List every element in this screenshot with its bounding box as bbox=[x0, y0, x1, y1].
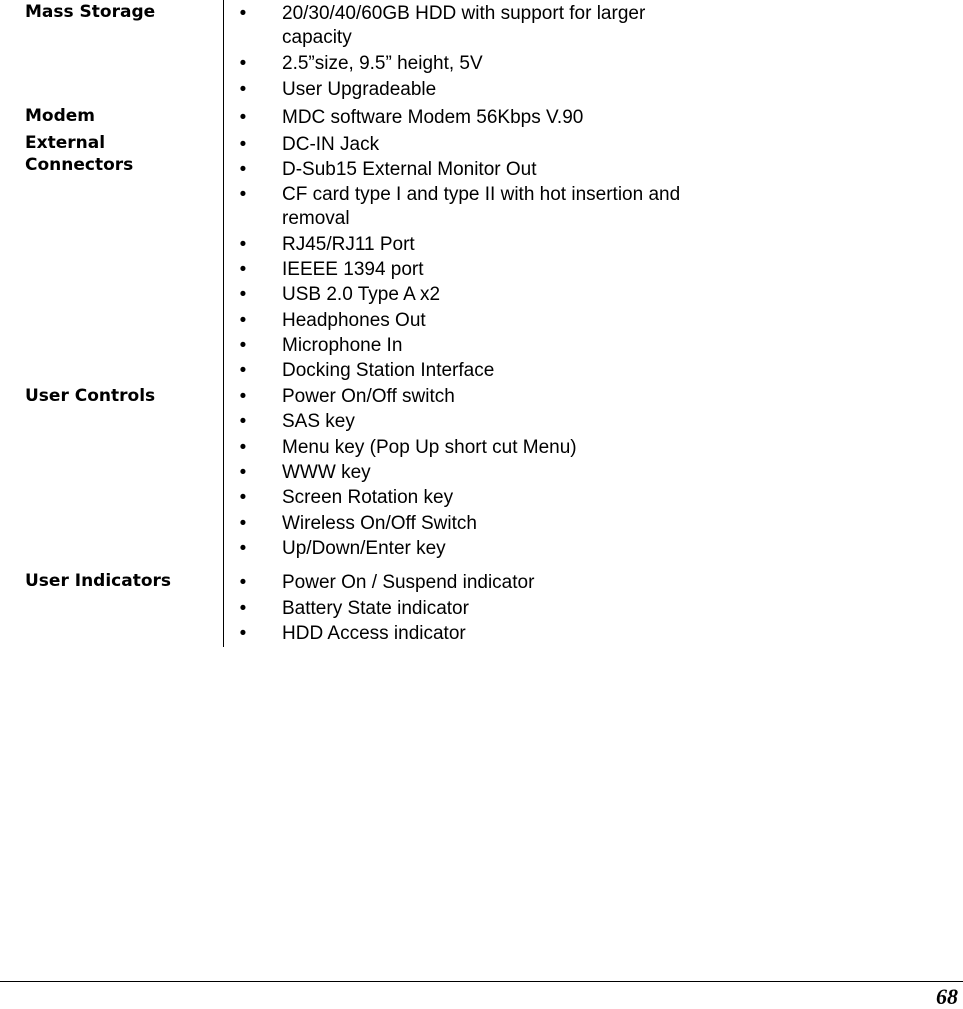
bullet-icon: • bbox=[239, 572, 247, 593]
list-item: • USB 2.0 Type A x2 bbox=[0, 283, 692, 307]
list-item: • Battery State indicator bbox=[0, 597, 692, 621]
bullet-icon: • bbox=[239, 386, 247, 407]
list-item: • MDC software Modem 56Kbps V.90 bbox=[0, 106, 692, 130]
page-number: 68 bbox=[936, 984, 958, 1009]
bullet-icon: • bbox=[239, 538, 247, 559]
list-item: • 20/30/40/60GB HDD with support for larger capacity bbox=[0, 2, 692, 50]
list-item: • RJ45/RJ11 Port bbox=[0, 233, 692, 257]
bullet-list bbox=[0, 106, 692, 130]
bullet-icon: • bbox=[239, 360, 247, 381]
bullet-icon: • bbox=[239, 623, 247, 644]
list-item: • Docking Station Interface bbox=[0, 359, 692, 383]
list-item: • D-Sub15 External Monitor Out bbox=[0, 158, 692, 182]
bullet-icon: • bbox=[239, 513, 247, 534]
list-item: • SAS key bbox=[0, 410, 692, 434]
bullet-icon: • bbox=[239, 3, 247, 24]
bullet-icon: • bbox=[239, 184, 247, 205]
list-item: • WWW key bbox=[0, 461, 692, 485]
bullet-icon: • bbox=[239, 598, 247, 619]
spec-label: External Connectors bbox=[25, 133, 134, 175]
bullet-icon: • bbox=[239, 134, 247, 155]
list-item: • Power On/Off switch bbox=[0, 385, 692, 409]
bullet-icon: • bbox=[239, 234, 247, 255]
bullet-icon: • bbox=[239, 437, 247, 458]
list-item: • Power On / Suspend indicator bbox=[0, 571, 692, 595]
bullet-icon: • bbox=[239, 259, 247, 280]
bullet-icon: • bbox=[239, 79, 247, 100]
bullet-icon: • bbox=[239, 487, 247, 508]
list-item: • Screen Rotation key bbox=[0, 486, 692, 510]
bullet-icon: • bbox=[239, 159, 247, 180]
spec-label: User Controls bbox=[25, 386, 156, 406]
spec-label: Modem bbox=[25, 106, 96, 126]
bullet-icon: • bbox=[239, 284, 247, 305]
bullet-icon: • bbox=[239, 310, 247, 331]
list-item: • DC-IN Jack bbox=[0, 133, 692, 157]
bullet-icon: • bbox=[239, 462, 247, 483]
bullet-list bbox=[0, 133, 692, 383]
list-item: • Headphones Out bbox=[0, 309, 692, 333]
bullet-icon: • bbox=[239, 411, 247, 432]
list-item: • Microphone In bbox=[0, 334, 692, 358]
list-item: • Wireless On/Off Switch bbox=[0, 512, 692, 536]
bullet-list bbox=[0, 385, 692, 561]
bullet-icon: • bbox=[239, 53, 247, 74]
list-item: • Up/Down/Enter key bbox=[0, 537, 692, 561]
spec-label: User Indicators bbox=[25, 571, 172, 591]
list-item: • HDD Access indicator bbox=[0, 622, 692, 646]
list-item: • Menu key (Pop Up short cut Menu) bbox=[0, 436, 692, 460]
bullet-list bbox=[0, 2, 692, 102]
footer-rule bbox=[0, 981, 963, 982]
list-item: • 2.5”size, 9.5” height, 5V bbox=[0, 52, 692, 76]
bullet-icon: • bbox=[239, 107, 247, 128]
spec-label: Mass Storage bbox=[25, 2, 156, 22]
list-item: • User Upgradeable bbox=[0, 78, 692, 102]
list-item: • CF card type I and type II with hot insertion and removal bbox=[0, 183, 692, 231]
bullet-icon: • bbox=[239, 335, 247, 356]
list-item: • IEEEE 1394 port bbox=[0, 258, 692, 282]
bullet-list bbox=[0, 571, 692, 646]
